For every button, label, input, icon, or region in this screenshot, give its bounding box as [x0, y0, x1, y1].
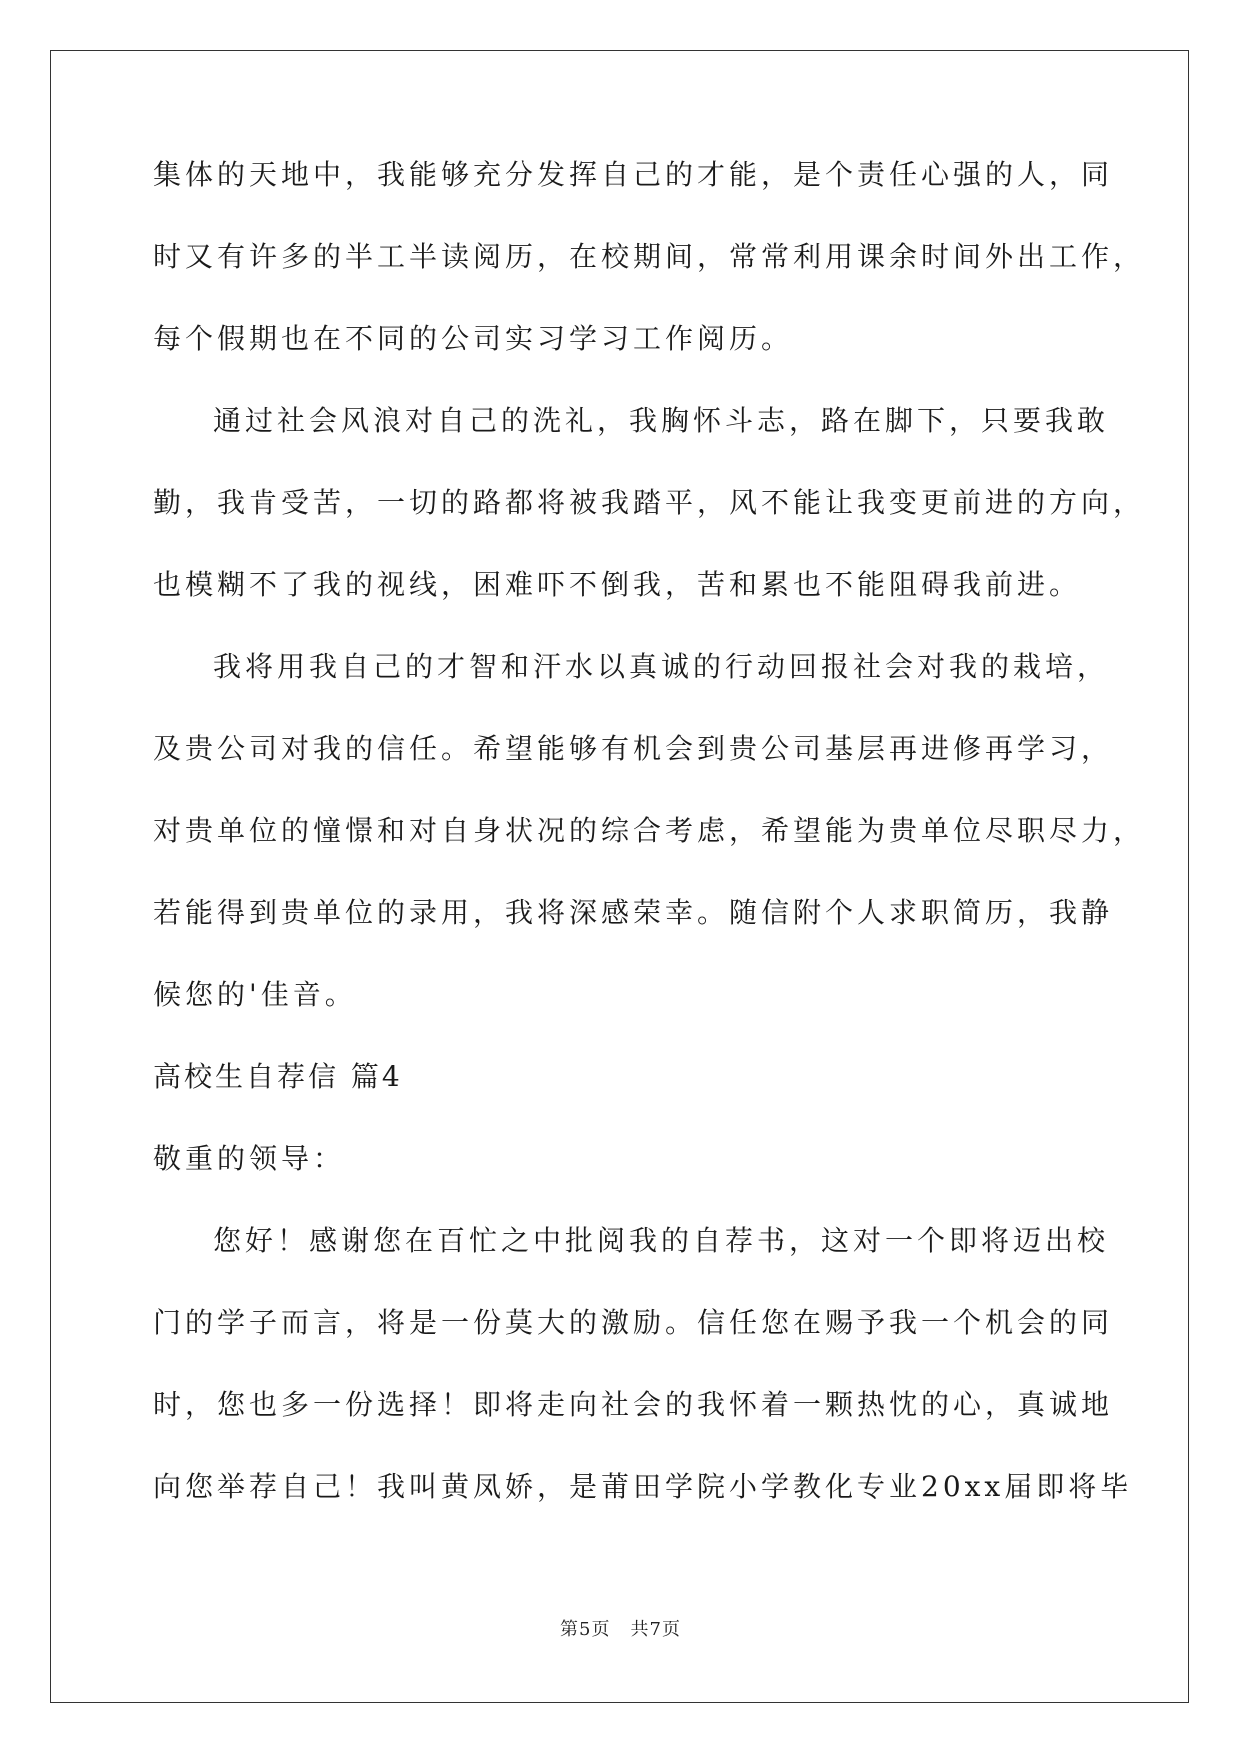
- page-total: 共7页: [630, 1619, 681, 1640]
- paragraph-line: 通过社会风浪对自己的洗礼，我胸怀斗志，路在脚下，只要我敢: [213, 404, 1110, 437]
- paragraph-line: 也模糊不了我的视线，困难吓不倒我，苦和累也不能阻碍我前进。: [153, 568, 1082, 601]
- page-footer: [0, 1619, 1241, 1641]
- paragraph-line: 及贵公司对我的信任。希望能够有机会到贵公司基层再进修再学习，: [153, 732, 1114, 765]
- paragraph-line: 您好！感谢您在百忙之中批阅我的自荐书，这对一个即将迈出校: [213, 1224, 1110, 1257]
- document-body: [153, 158, 1146, 1554]
- paragraph-line: 勤，我肯受苦，一切的路都将被我踏平，风不能让我变更前进的方向，: [153, 486, 1146, 519]
- paragraph-line: 时，您也多一份选择！即将走向社会的我怀着一颗热忱的心，真诚地: [153, 1388, 1114, 1421]
- paragraph-line: 我将用我自己的才智和汗水以真诚的行动回报社会对我的栽培，: [213, 650, 1110, 683]
- paragraph-line: 集体的天地中，我能够充分发挥自己的才能，是个责任心强的人，同: [153, 158, 1114, 191]
- paragraph-line: 候您的'佳音。: [153, 978, 357, 1011]
- salutation: 敬重的领导：: [153, 1142, 346, 1175]
- paragraph-line: 时又有许多的半工半读阅历，在校期间，常常利用课余时间外出工作，: [153, 240, 1146, 273]
- paragraph-line: 门的学子而言，将是一份莫大的激励。信任您在赐予我一个机会的同: [153, 1306, 1114, 1339]
- page-number: 第5页: [560, 1619, 611, 1640]
- section-heading: 高校生自荐信 篇4: [153, 1060, 403, 1093]
- paragraph-line: 若能得到贵单位的录用，我将深感荣幸。随信附个人求职简历，我静: [153, 896, 1114, 929]
- paragraph-line: 每个假期也在不同的公司实习学习工作阅历。: [153, 322, 794, 355]
- paragraph-line: 对贵单位的憧憬和对自身状况的综合考虑，希望能为贵单位尽职尽力，: [153, 814, 1146, 847]
- paragraph-line: 向您举荐自己！我叫黄凤娇，是莆田学院小学教化专业20xx届即将毕: [153, 1470, 1133, 1503]
